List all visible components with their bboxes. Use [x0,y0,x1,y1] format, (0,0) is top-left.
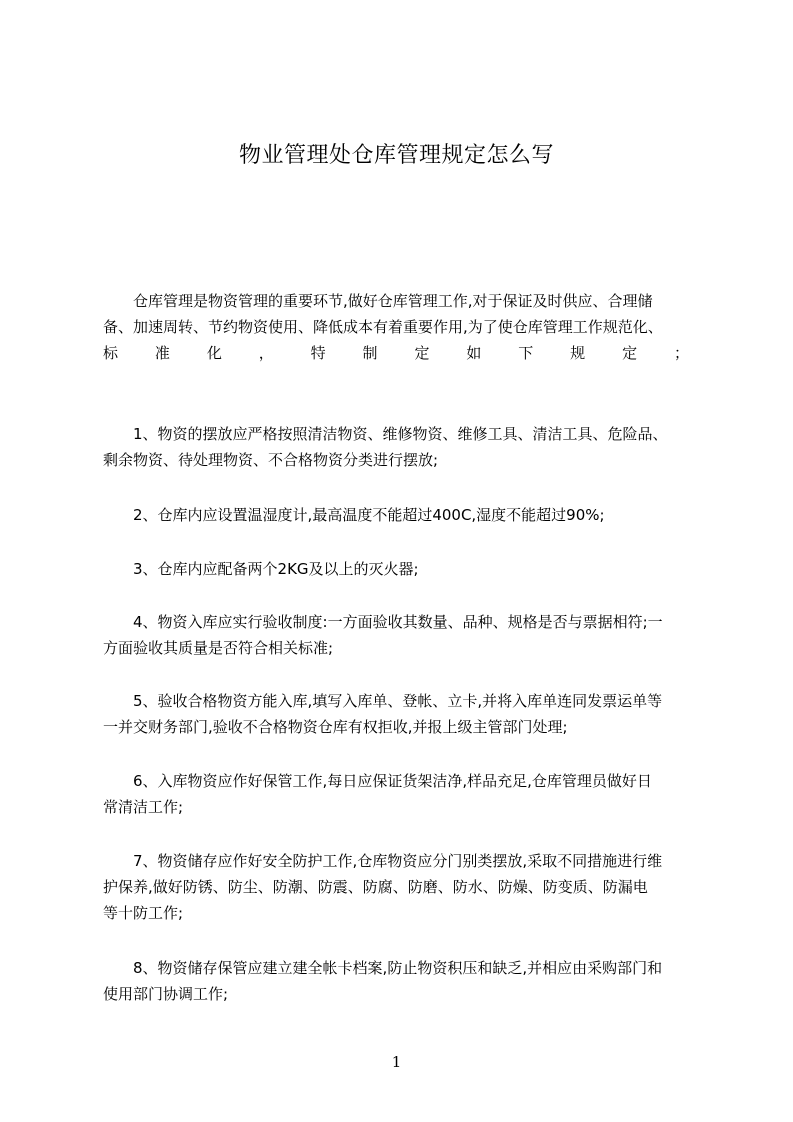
spread-char: ， [258,344,274,362]
paragraph-line: 3、仓库内应配备两个2KG及以上的灭火器; [103,560,419,578]
rule-item-7 [103,848,703,926]
spread-char: 如 [466,344,482,362]
paragraph-line: 仓库管理是物资管理的重要环节,做好仓库管理工作,对于保证及时供应、合理储 [103,292,653,310]
spread-char: 标 [103,344,119,362]
paragraph-line: 一并交财务部门,验收不合格物资仓库有权拒收,并报上级主管部门处理; [103,718,568,736]
paragraph-line: 方面验收其质量是否符合相关标准; [103,639,334,657]
paragraph-line: 1、物资的摆放应严格按照清洁物资、维修物资、维修工具、清洁工具、危险品、 [103,425,668,443]
spread-char: 下 [518,344,534,362]
rule-item-6 [103,768,703,820]
paragraph-line: 常清洁工作; [103,798,184,816]
spread-char: 制 [362,344,378,362]
rule-item-4 [103,609,703,661]
paragraph-line: 6、入库物资应作好保管工作,每日应保证货架洁净,样品充足,仓库管理员做好日 [103,772,652,790]
spread-char: 定 [622,344,638,362]
paragraph-line: 剩余物资、待处理物资、不合格物资分类进行摆放; [103,451,439,469]
spread-char: 化 [206,344,222,362]
paragraph-line: 8、物资储存保管应建立建全帐卡档案,防止物资积压和缺乏,并相应由采购部门和 [103,959,663,977]
rule-item-2 [103,502,703,528]
spread-char: 特 [310,344,326,362]
paragraph-line: 4、物资入库应实行验收制度:一方面验收其数量、品种、规格是否与票据相符;一 [103,613,663,631]
paragraph-line: 7、物资储存应作好安全防护工作,仓库物资应分门别类摆放,采取不同措施进行维 [103,852,663,870]
document-title: 物业管理处仓库管理规定怎么写 [238,143,554,168]
paragraph-line: 等十防工作; [103,904,184,922]
spread-char: ； [673,344,689,362]
rule-item-8 [103,955,703,1007]
spread-char: 规 [570,344,586,362]
rule-item-1 [103,421,703,473]
spread-line [103,340,689,366]
paragraph-line: 备、加速周转、节约物资使用、降低成本有着重要作用,为了使仓库管理工作规范化、 [103,318,663,336]
paragraph-line: 使用部门协调工作; [103,985,229,1003]
page-number: 1 [391,1053,402,1071]
paragraph-line: 护保养,做好防锈、防尘、防潮、防震、防腐、防磨、防水、防燥、防变质、防漏电 [103,878,648,896]
rule-item-5 [103,688,703,740]
intro-paragraph [103,288,703,366]
paragraph-line: 5、验收合格物资方能入库,填写入库单、登帐、立卡,并将入库单连同发票运单等 [103,692,663,710]
paragraph-line: 2、仓库内应设置温湿度计,最高温度不能超过400C,湿度不能超过90%; [103,506,605,524]
spread-char: 定 [414,344,430,362]
spread-char: 准 [154,344,170,362]
rule-item-3 [103,556,703,582]
